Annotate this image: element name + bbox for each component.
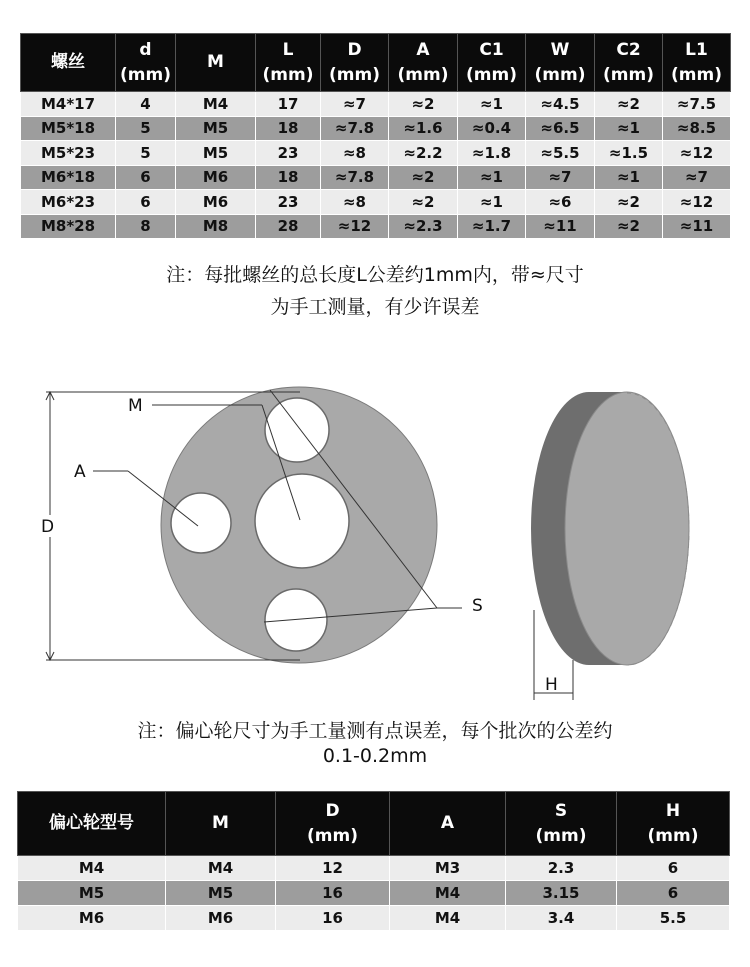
table-cell: 6 bbox=[617, 881, 730, 906]
table-cell: M6 bbox=[166, 906, 276, 931]
table-cell: ≈12 bbox=[321, 214, 389, 239]
table-cell: 18 bbox=[256, 116, 321, 141]
table-cell: 5.5 bbox=[617, 906, 730, 931]
left-hole bbox=[171, 493, 231, 553]
table-cell: 17 bbox=[256, 92, 321, 117]
table-cell: ≈7.8 bbox=[321, 116, 389, 141]
table-cell: ≈7.8 bbox=[321, 165, 389, 190]
table-cell: M5 bbox=[18, 881, 166, 906]
table-cell: ≈11 bbox=[526, 214, 595, 239]
table-cell: ≈2 bbox=[595, 214, 663, 239]
table-cell: ≈12 bbox=[663, 141, 731, 166]
table-cell: ≈1 bbox=[458, 92, 526, 117]
header-a: A bbox=[390, 792, 506, 856]
table-row bbox=[18, 856, 730, 881]
table-cell: ≈4.5 bbox=[526, 92, 595, 117]
label-m: M bbox=[128, 396, 143, 416]
table-cell: 6 bbox=[116, 190, 176, 215]
table-cell: ≈1 bbox=[595, 116, 663, 141]
header-s: S (mm) bbox=[506, 792, 617, 856]
top-hole bbox=[265, 398, 329, 462]
table-cell: M5*18 bbox=[21, 116, 116, 141]
table-cell: M6 bbox=[18, 906, 166, 931]
table-cell: M4 bbox=[390, 906, 506, 931]
header-a: A (mm) bbox=[389, 34, 458, 92]
table-cell: ≈5.5 bbox=[526, 141, 595, 166]
label-d: D bbox=[41, 517, 55, 537]
wheel-side-view bbox=[531, 392, 689, 665]
table-cell: ≈2 bbox=[595, 92, 663, 117]
table-cell: ≈7 bbox=[321, 92, 389, 117]
table-cell: 3.4 bbox=[506, 906, 617, 931]
table-row bbox=[21, 92, 731, 117]
table-cell: 12 bbox=[276, 856, 390, 881]
table-row bbox=[21, 141, 731, 166]
wheel-note-line-2: 0.1-0.2mm bbox=[322, 745, 428, 767]
screw-note-line-2: 为手工测量，有少许误差 bbox=[270, 296, 480, 318]
table-cell: 4 bbox=[116, 92, 176, 117]
table-cell: M4*17 bbox=[21, 92, 116, 117]
table-cell: M6*23 bbox=[21, 190, 116, 215]
table-cell: ≈1 bbox=[458, 165, 526, 190]
header-m: M bbox=[166, 792, 276, 856]
header-dd: D (mm) bbox=[321, 34, 389, 92]
table-cell: 28 bbox=[256, 214, 321, 239]
table-cell: M6 bbox=[176, 190, 256, 215]
table-cell: 2.3 bbox=[506, 856, 617, 881]
table-cell: 16 bbox=[276, 906, 390, 931]
table-cell: M5 bbox=[176, 141, 256, 166]
table-cell: ≈2 bbox=[595, 190, 663, 215]
screw-table-header-row bbox=[21, 34, 731, 92]
eccentric-wheel-diagram bbox=[0, 360, 750, 705]
table-row bbox=[21, 190, 731, 215]
table-row bbox=[18, 881, 730, 906]
table-cell: M8*28 bbox=[21, 214, 116, 239]
table-cell: M4 bbox=[390, 881, 506, 906]
table-cell: ≈1 bbox=[595, 165, 663, 190]
table-cell: ≈0.4 bbox=[458, 116, 526, 141]
table-cell: M5 bbox=[166, 881, 276, 906]
table-cell: ≈6 bbox=[526, 190, 595, 215]
header-screw: 螺丝 bbox=[21, 34, 116, 92]
wheel-table-header-row bbox=[18, 792, 730, 856]
table-cell: ≈8 bbox=[321, 141, 389, 166]
wheel-note-line-1: 注：偏心轮尺寸为手工量测有点误差，每个批次的公差约 bbox=[137, 720, 613, 742]
table-cell: ≈2 bbox=[389, 92, 458, 117]
table-cell: 6 bbox=[116, 165, 176, 190]
label-h: H bbox=[545, 675, 558, 695]
screw-note-line-1: 注：每批螺丝的总长度L公差约1mm内，带≈尺寸 bbox=[166, 264, 584, 286]
eccentric-wheel-table bbox=[17, 791, 730, 931]
table-cell: 16 bbox=[276, 881, 390, 906]
header-l1: L1 (mm) bbox=[663, 34, 731, 92]
table-cell: ≈1.7 bbox=[458, 214, 526, 239]
table-cell: M6*18 bbox=[21, 165, 116, 190]
screw-spec-table bbox=[20, 33, 731, 239]
table-cell: ≈2.3 bbox=[389, 214, 458, 239]
table-cell: ≈7 bbox=[663, 165, 731, 190]
table-cell: ≈1.8 bbox=[458, 141, 526, 166]
table-cell: ≈1.6 bbox=[389, 116, 458, 141]
table-cell: M5*23 bbox=[21, 141, 116, 166]
bottom-hole bbox=[265, 589, 327, 651]
table-cell: ≈2 bbox=[389, 190, 458, 215]
table-cell: ≈2 bbox=[389, 165, 458, 190]
header-c2: C2 (mm) bbox=[595, 34, 663, 92]
table-row bbox=[18, 906, 730, 931]
table-cell: 5 bbox=[116, 141, 176, 166]
header-m: M bbox=[176, 34, 256, 92]
table-cell: ≈8.5 bbox=[663, 116, 731, 141]
header-model: 偏心轮型号 bbox=[18, 792, 166, 856]
header-h: H (mm) bbox=[617, 792, 730, 856]
table-cell: M4 bbox=[18, 856, 166, 881]
table-cell: 18 bbox=[256, 165, 321, 190]
table-cell: M3 bbox=[390, 856, 506, 881]
table-cell: M6 bbox=[176, 165, 256, 190]
table-cell: 8 bbox=[116, 214, 176, 239]
table-cell: M4 bbox=[166, 856, 276, 881]
header-c1: C1 (mm) bbox=[458, 34, 526, 92]
table-cell: 3.15 bbox=[506, 881, 617, 906]
header-l: L (mm) bbox=[256, 34, 321, 92]
header-d: d (mm) bbox=[116, 34, 176, 92]
table-cell: ≈8 bbox=[321, 190, 389, 215]
table-cell: M4 bbox=[176, 92, 256, 117]
center-hole bbox=[255, 474, 349, 568]
table-cell: M8 bbox=[176, 214, 256, 239]
table-cell: 6 bbox=[617, 856, 730, 881]
label-a: A bbox=[74, 462, 86, 482]
table-cell: 5 bbox=[116, 116, 176, 141]
table-cell: ≈1 bbox=[458, 190, 526, 215]
table-cell: ≈12 bbox=[663, 190, 731, 215]
table-cell: ≈7 bbox=[526, 165, 595, 190]
table-cell: 23 bbox=[256, 190, 321, 215]
table-cell: ≈2.2 bbox=[389, 141, 458, 166]
table-row bbox=[21, 214, 731, 239]
header-w: W (mm) bbox=[526, 34, 595, 92]
table-cell: 23 bbox=[256, 141, 321, 166]
header-d: D (mm) bbox=[276, 792, 390, 856]
table-row bbox=[21, 116, 731, 141]
table-cell: ≈11 bbox=[663, 214, 731, 239]
table-cell: M5 bbox=[176, 116, 256, 141]
table-cell: ≈6.5 bbox=[526, 116, 595, 141]
table-cell: ≈7.5 bbox=[663, 92, 731, 117]
label-s: S bbox=[472, 596, 483, 616]
table-row bbox=[21, 165, 731, 190]
table-cell: ≈1.5 bbox=[595, 141, 663, 166]
